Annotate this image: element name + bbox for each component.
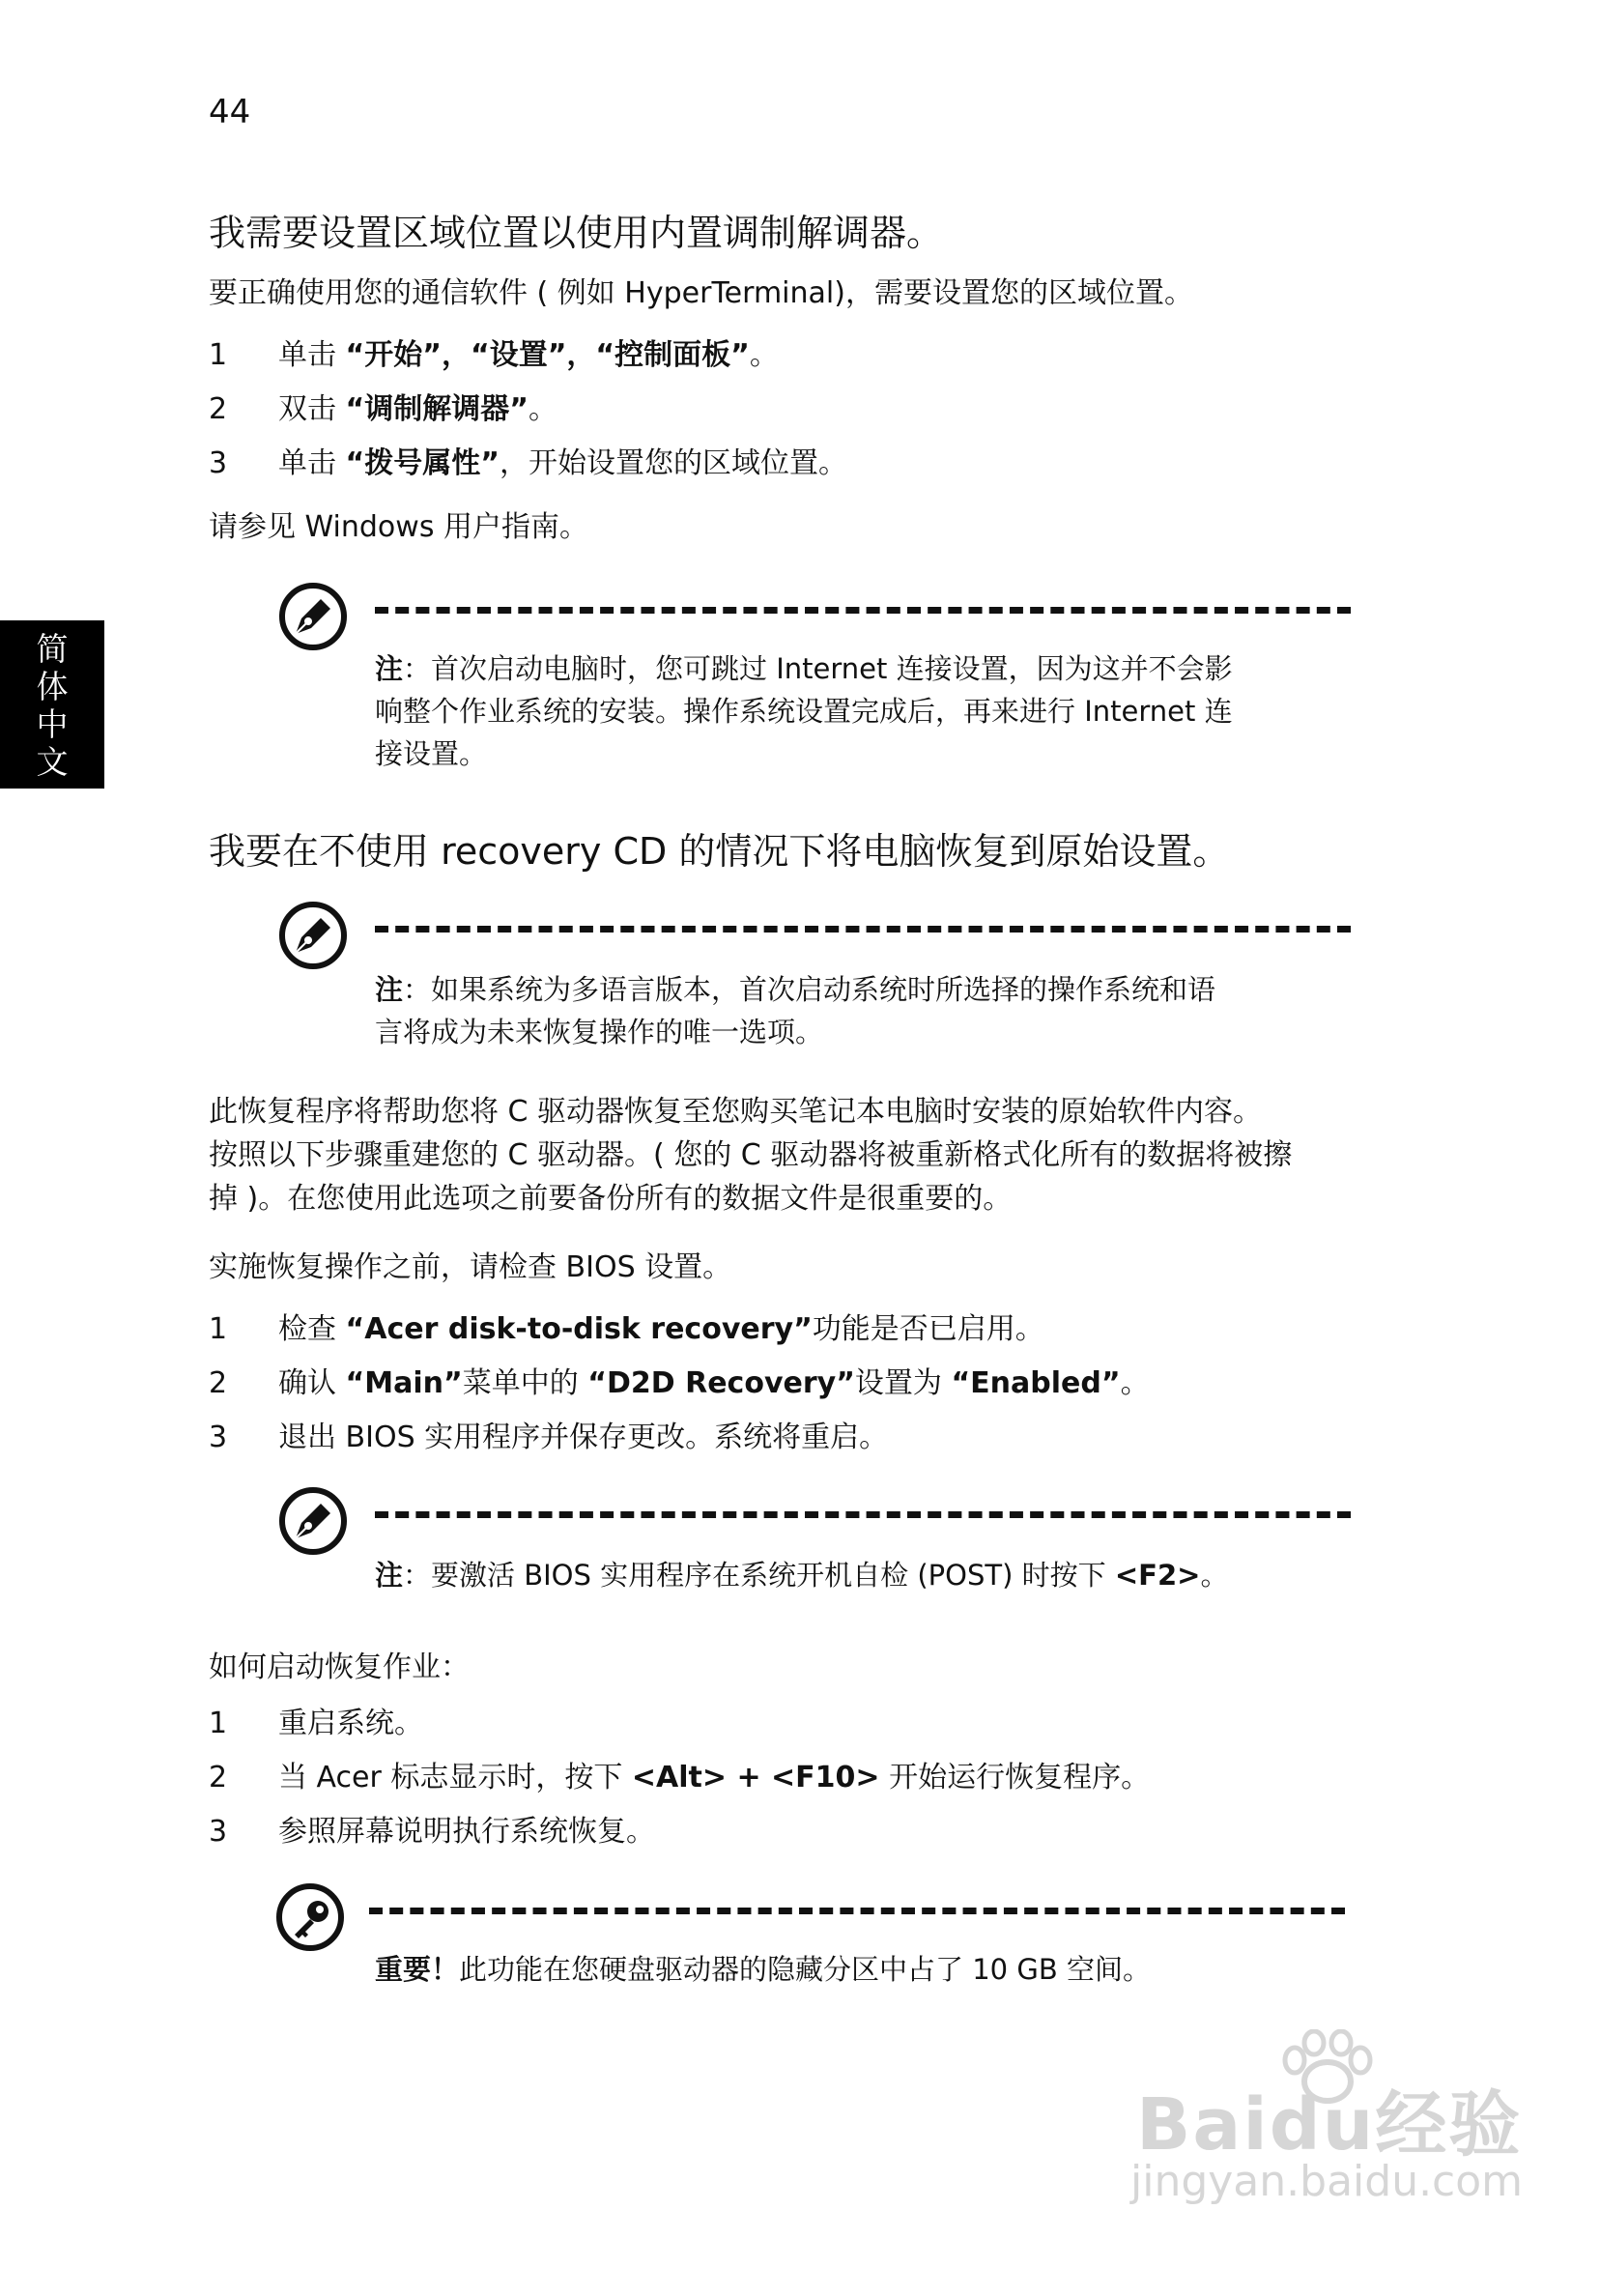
- list-bold: <Alt> + <F10>: [631, 1761, 880, 1794]
- note-bold: <F2>: [1114, 1559, 1201, 1592]
- note-line: 言将成为未来恢复操作的唯一选项。: [375, 1016, 824, 1048]
- list-text: 确认: [278, 1366, 346, 1400]
- list-number: 2: [209, 1761, 228, 1794]
- paragraph-line: 按照以下步骤重建您的 C 驱动器。( 您的 C 驱动器将被重新格式化所有的数据将被擦: [209, 1138, 1293, 1172]
- paragraph-recovery: [209, 1090, 1358, 1220]
- section-heading-modem: 我需要设置区域位置以使用内置调制解调器。: [209, 212, 944, 254]
- note-divider: [375, 1511, 1351, 1518]
- paragraph-how-to: 如何启动恢复作业：: [209, 1650, 470, 1684]
- list-text: 重启系统。: [278, 1707, 423, 1740]
- list-item: [209, 442, 847, 485]
- pen-note-icon: [278, 1486, 348, 1556]
- list-item: [209, 1307, 1044, 1351]
- side-tab-char: 体: [36, 668, 69, 705]
- list-text: 检查: [278, 1312, 346, 1346]
- list-text: 双击: [278, 392, 346, 426]
- note-line: ：如果系统为多语言版本，首次启动系统时所选择的操作系统和语: [403, 973, 1216, 1006]
- list-number: 1: [209, 338, 228, 372]
- list-text: ，开始设置您的区域位置。: [499, 446, 847, 480]
- list-text: 参照屏幕说明执行系统恢复。: [278, 1815, 655, 1849]
- list-item: [209, 1416, 888, 1459]
- note-line: ：首次启动电脑时，您可跳过 Internet 连接设置，因为这并不会影: [403, 652, 1233, 685]
- important-label: 重要！: [375, 1953, 460, 1986]
- side-tab-char: 文: [36, 743, 69, 781]
- list-number: 3: [209, 1815, 228, 1849]
- note-line: ：要激活 BIOS 实用程序在系统开机自检 (POST) 时按下: [403, 1559, 1115, 1592]
- side-tab-char: 中: [36, 705, 69, 743]
- list-bold: “拨号属性”: [345, 446, 500, 480]
- list-bold: “D2D Recovery”: [587, 1366, 855, 1400]
- list-bold: “调制解调器”: [345, 392, 529, 426]
- important-line: 此功能在您硬盘驱动器的隐藏分区中占了 10 GB 空间。: [459, 1953, 1151, 1986]
- paw-watermark-icon: [1273, 2029, 1382, 2107]
- list-text: 当 Acer 标志显示时，按下: [278, 1761, 632, 1794]
- note-line: 。: [1200, 1559, 1229, 1592]
- list-number: 2: [209, 1366, 228, 1400]
- list-item: [209, 1702, 423, 1745]
- note-divider: [375, 926, 1351, 933]
- list-number: 1: [209, 1707, 228, 1740]
- note-text: [375, 1554, 1228, 1596]
- list-item: [209, 1810, 655, 1853]
- section-heading-recovery: 我要在不使用 recovery CD 的情况下将电脑恢复到原始设置。: [209, 830, 1230, 873]
- list-text: 单击: [278, 446, 346, 480]
- list-text: 退出 BIOS 实用程序并保存更改。系统将重启。: [278, 1421, 889, 1454]
- watermark-brand-text: Baidu: [1136, 2083, 1376, 2167]
- important-text: [375, 1948, 1151, 1991]
- pen-note-icon: [278, 901, 348, 970]
- watermark-brand-cn: 经验: [1375, 2083, 1523, 2167]
- list-bold: “开始”，“设置”，“控制面板”: [345, 338, 750, 372]
- note-label: 注: [375, 973, 404, 1006]
- list-text: 开始运行恢复程序。: [879, 1761, 1151, 1794]
- list-bold: “Acer disk-to-disk recovery”: [345, 1312, 813, 1346]
- list-text: 设置为: [854, 1366, 952, 1400]
- list-bold: “Enabled”: [951, 1366, 1121, 1400]
- list-item: [209, 1756, 1150, 1799]
- language-side-tab: [0, 620, 104, 789]
- list-text: 。: [749, 338, 779, 372]
- list-item: [209, 333, 779, 377]
- list-number: 3: [209, 1421, 228, 1454]
- list-item: [209, 387, 557, 431]
- list-text: 功能是否已启用。: [812, 1312, 1044, 1346]
- note-text: [375, 968, 1215, 1053]
- note-label: 注: [375, 652, 404, 685]
- note-divider: [375, 607, 1351, 614]
- paragraph-line: 掉 )。在您使用此选项之前要备份所有的数据文件是很重要的。: [209, 1182, 1013, 1216]
- paragraph-intro: 要正确使用您的通信软件 ( 例如 HyperTerminal)，需要设置您的区域位置。: [209, 276, 1193, 310]
- list-text: 菜单中的: [462, 1366, 588, 1400]
- note-line: 响整个作业系统的安装。操作系统设置完成后，再来进行 Internet 连: [375, 695, 1233, 728]
- note-label: 注: [375, 1559, 404, 1592]
- key-important-icon: [275, 1882, 345, 1952]
- list-item: [209, 1362, 1150, 1405]
- paragraph-bios-check: 实施恢复操作之前，请检查 BIOS 设置。: [209, 1250, 732, 1284]
- side-tab-char: 简: [36, 630, 69, 668]
- page-number: 44: [209, 93, 251, 131]
- paragraph-see-also: 请参见 Windows 用户指南。: [209, 510, 588, 544]
- pen-note-icon: [278, 582, 348, 651]
- note-line: 接设置。: [375, 737, 488, 770]
- watermark-url: jingyan.baidu.com: [1130, 2157, 1524, 2206]
- note-divider: [369, 1908, 1345, 1914]
- list-text: 单击: [278, 338, 346, 372]
- list-bold: “Main”: [345, 1366, 463, 1400]
- list-text: 。: [528, 392, 557, 426]
- list-number: 2: [209, 392, 228, 426]
- list-number: 1: [209, 1312, 228, 1346]
- paragraph-line: 此恢复程序将帮助您将 C 驱动器恢复至您购买笔记本电脑时安装的原始软件内容。: [209, 1095, 1263, 1129]
- note-text: [375, 647, 1233, 775]
- list-text: 。: [1120, 1366, 1150, 1400]
- list-number: 3: [209, 446, 228, 480]
